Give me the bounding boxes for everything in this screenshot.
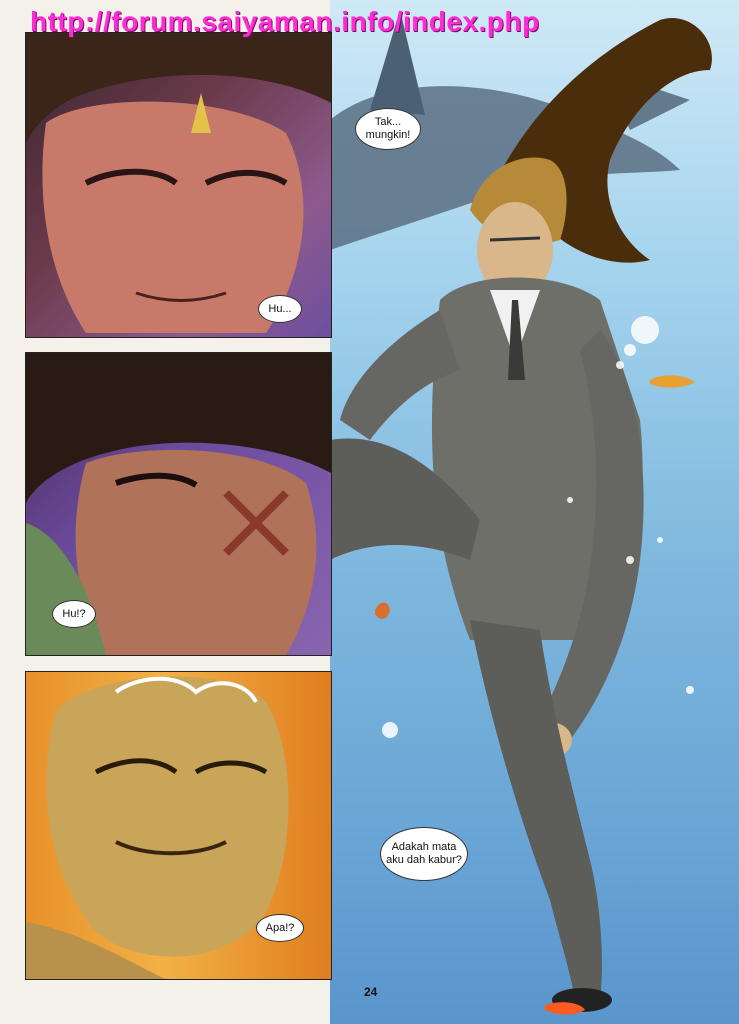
- speech-bubble-hu: Hu...: [258, 295, 302, 323]
- bald-head: [46, 677, 288, 957]
- watermark-url: http://forum.saiyaman.info/index.php: [30, 6, 540, 37]
- fish-small: [375, 603, 390, 619]
- speech-bubble-adakah: Adakah mata aku dah kabur?: [380, 827, 468, 881]
- fish: [650, 375, 695, 387]
- panel-1: [25, 32, 332, 338]
- page-number: 24: [364, 985, 378, 999]
- speech-bubble-hu-question: Hu!?: [52, 600, 96, 628]
- speech-bubble-apa: Apa!?: [256, 914, 304, 942]
- speech-bubble-tak: Tak... mungkin!: [355, 108, 421, 150]
- panel-1-illustration: [26, 33, 331, 337]
- eyes: [490, 238, 540, 240]
